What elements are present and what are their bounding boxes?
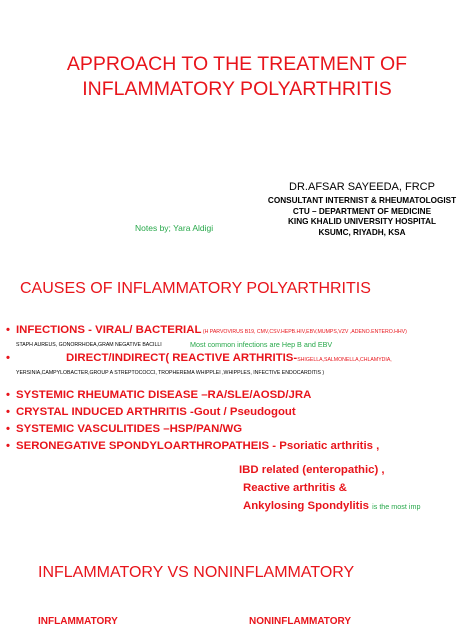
item-text: Ankylosing Spondylitis — [243, 500, 369, 512]
slide-inflammatory-vs — [0, 553, 474, 632]
reactive-organisms-cont: YERSINIA,CAMPYLOBACTER,GROUP A STREPTOCOCCI, TROPHEREMA WHIPPLEI ,WHIPPLES, INFECTIVE ENDOCARDITIS ) — [16, 370, 325, 376]
comparison-heading: INFLAMMATORY VS NONINFLAMMATORY — [38, 564, 355, 581]
reactive-label: DIRECT/INDIRECT( REACTIVE ARTHRITIS- — [66, 352, 298, 364]
list-item-vasculitides — [6, 423, 242, 435]
affiliation-line: KSUMC, RIYADH, KSA — [318, 227, 406, 237]
bullet-icon: • — [6, 324, 10, 336]
affiliation-line: CONSULTANT INTERNIST & RHEUMATOLOGIST — [267, 196, 457, 205]
item-text: SYSTEMIC VASCULITIDES –HSP/PAN/WG — [16, 423, 243, 435]
bullet-icon: • — [6, 389, 10, 401]
list-item-crystal — [6, 406, 296, 418]
column-inflammatory: INFLAMMATORY — [38, 616, 118, 627]
item-text: SERONEGATIVE SPONDYLOARTHROPATHEIS - Psoriatic arthritis , — [16, 440, 380, 452]
bullet-icon: • — [6, 423, 10, 435]
list-item-infections — [6, 324, 407, 336]
column-noninflammatory: NONINFLAMMATORY — [249, 616, 352, 627]
slide-causes — [0, 262, 474, 547]
ankylosing-note: is the most imp — [372, 502, 421, 511]
list-item-seronegative — [6, 440, 379, 452]
affiliation-line: CTU – DEPARTMENT OF MEDICINE — [292, 206, 432, 216]
infections-note: Most common infections are Hep B and EBV — [190, 340, 333, 349]
sub-item-ankylosing — [243, 500, 420, 512]
item-text: CRYSTAL INDUCED ARTHRITIS -Gout / Pseudogout — [16, 406, 296, 418]
item-text: SYSTEMIC RHEUMATIC DISEASE –RA/SLE/AOSD/JRA — [16, 389, 312, 401]
infections-viral-list: (H PARVOVIRUS B19, CMV,CSV.HEPB.HIV,EBV,MUMPS,VZV ,ADENO.ENTERO.HHV) — [201, 329, 407, 335]
title-line-2: INFLAMMATORY POLYARTHRITIS — [82, 78, 392, 100]
notes-credit: Notes by; Yara Aldigi — [135, 223, 214, 233]
slide-title — [0, 0, 474, 250]
list-item-reactive — [6, 352, 392, 364]
slide-title-heading — [0, 52, 474, 102]
causes-heading: CAUSES OF INFLAMMATORY POLYARTHRITIS — [20, 280, 371, 297]
bullet-icon: • — [6, 352, 10, 364]
sub-item-reactive: Reactive arthritis & — [243, 482, 347, 494]
infections-label: INFECTIONS - VIRAL/ BACTERIAL — [16, 324, 202, 336]
bullet-icon: • — [6, 406, 10, 418]
list-item-systemic-rheumatic — [6, 389, 311, 401]
title-line-1: APPROACH TO THE TREATMENT OF — [66, 53, 408, 75]
author-name: DR.AFSAR SAYEEDA, FRCP — [289, 181, 435, 193]
bullet-icon: • — [6, 440, 10, 452]
infections-bacterial-list: STAPH AUREUS, GONORRHOEA,GRAM NEGATIVE BACILLI — [16, 342, 162, 348]
affiliation-line: KING KHALID UNIVERSITY HOSPITAL — [288, 217, 436, 226]
author-affiliation — [262, 196, 462, 238]
reactive-organisms: SHIGELLA,SALMONELLA,CHLAMYDIA, — [297, 357, 392, 363]
sub-item-ibd: IBD related (enteropathic) , — [239, 464, 385, 476]
